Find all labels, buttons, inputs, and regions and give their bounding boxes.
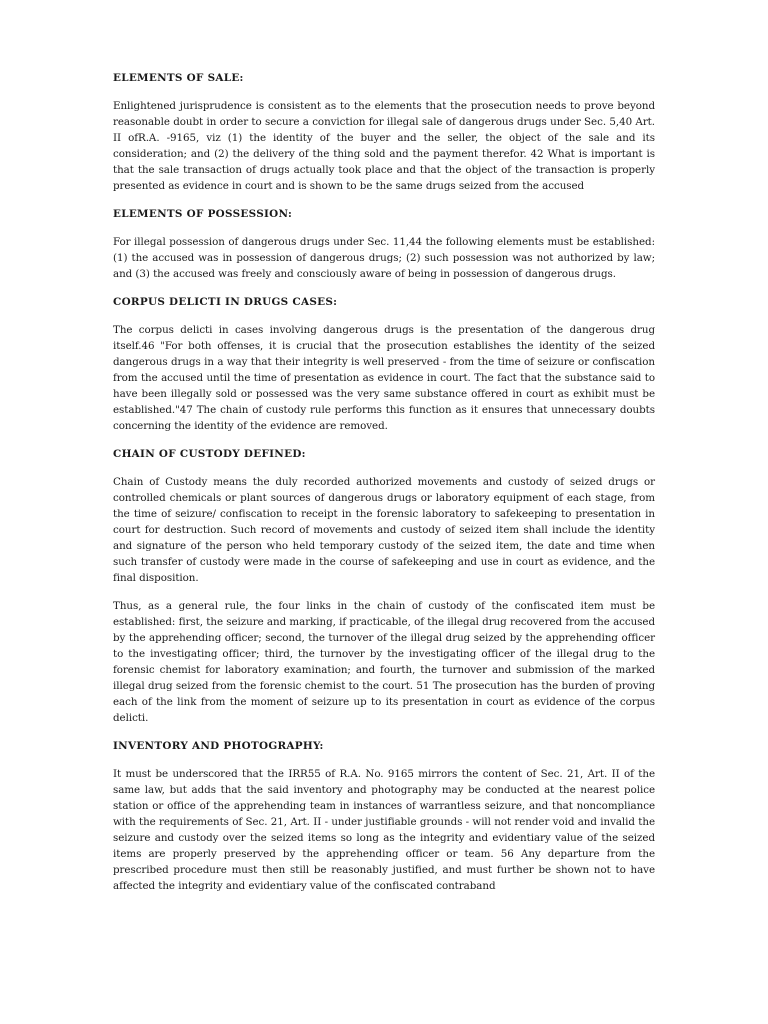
section-heading: ELEMENTS OF POSSESSION:	[113, 208, 293, 220]
paragraph: Chain of Custody means the duly recorded authorized movements and custody of seized drugs or controlled chemicals or plant sources of dangerous drugs or laboratory equipment of each stage, from the time of seizure/ confiscation to receipt in the forensic laboratory to safekeeping to presentation in court for destruction. Such record of movements and custody of seized item shall include the identity and signature of the person who held temporary custody of the seized item, the date and time when such transfer of custody were made in the course of safekeeping and use in court as evidence, and the final disposition.	[113, 476, 655, 584]
document-page	[113, 70, 655, 906]
section-corpus-delicti	[113, 294, 655, 434]
section-heading: CHAIN OF CUSTODY DEFINED:	[113, 448, 306, 460]
paragraph: It must be underscored that the IRR55 of R.A. No. 9165 mirrors the content of Sec. 21, Art. II of the same law, but adds that the said inventory and photography may be conducted at the nearest police station or office of the apprehending team in instances of warrantless seizure, and that noncompliance with the requirements of Sec. 21, Art. II - under justifiable grounds - will not render void and invalid the seizure and custody over the seized items so long as the integrity and evidentiary value of the seized items are properly preserved by the apprehending officer or team. 56 Any departure from the prescribed procedure must then still be reasonably justified, and must further be shown not to have affected the integrity and evidentiary value of the confiscated contraband	[113, 768, 655, 892]
paragraph: For illegal possession of dangerous drugs under Sec. 11,44 the following elements must be established: (1) the accused was in possession of dangerous drugs; (2) such possession was not authorized by law; and (3) the accused was freely and consciously aware of being in possession of dangerous drugs.	[113, 236, 655, 280]
section-heading: CORPUS DELICTI IN DRUGS CASES:	[113, 296, 338, 308]
paragraph: Enlightened jurisprudence is consistent as to the elements that the prosecution needs to prove beyond reasonable doubt in order to secure a conviction for illegal sale of dangerous drugs under Sec. 5,40 Art. II ofR.A. -9165, viz (1) the identity of the buyer and the seller, the object of the sale and its consideration; and (2) the delivery of the thing sold and the payment therefor. 42 What is important is that the sale transaction of drugs actually took place and that the object of the transaction is properly presented as evidence in court and is shown to be the same drugs seized from the accused	[113, 100, 655, 192]
section-elements-of-possession	[113, 206, 655, 282]
paragraph: The corpus delicti in cases involving dangerous drugs is the presentation of the dangerous drug itself.46 "For both offenses, it is crucial that the prosecution establishes the identity of the seized dangerous drugs in a way that their integrity is well preserved - from the time of seizure or confiscation from the accused until the time of presentation as evidence in court. The fact that the substance said to have been illegally sold or possessed was the very same substance offered in court as exhibit must be established."47 The chain of custody rule performs this function as it ensures that unnecessary doubts concerning the identity of the evidence are removed.	[113, 324, 655, 432]
section-heading: INVENTORY AND PHOTOGRAPHY:	[113, 740, 324, 752]
paragraph: Thus, as a general rule, the four links in the chain of custody of the confiscated item must be established: first, the seizure and marking, if practicable, of the illegal drug recovered from the accused by the apprehending officer; second, the turnover of the illegal drug seized by the apprehending officer to the investigating officer; third, the turnover by the investigating officer of the illegal drug to the forensic chemist for laboratory examination; and fourth, the turnover and submission of the marked illegal drug seized from the forensic chemist to the court. 51 The prosecution has the burden of proving each of the link from the moment of seizure up to its presentation in court as evidence of the corpus delicti.	[113, 600, 655, 724]
section-inventory-and-photography	[113, 738, 655, 894]
section-chain-of-custody	[113, 446, 655, 726]
section-heading: ELEMENTS OF SALE:	[113, 72, 244, 84]
section-elements-of-sale	[113, 70, 655, 194]
